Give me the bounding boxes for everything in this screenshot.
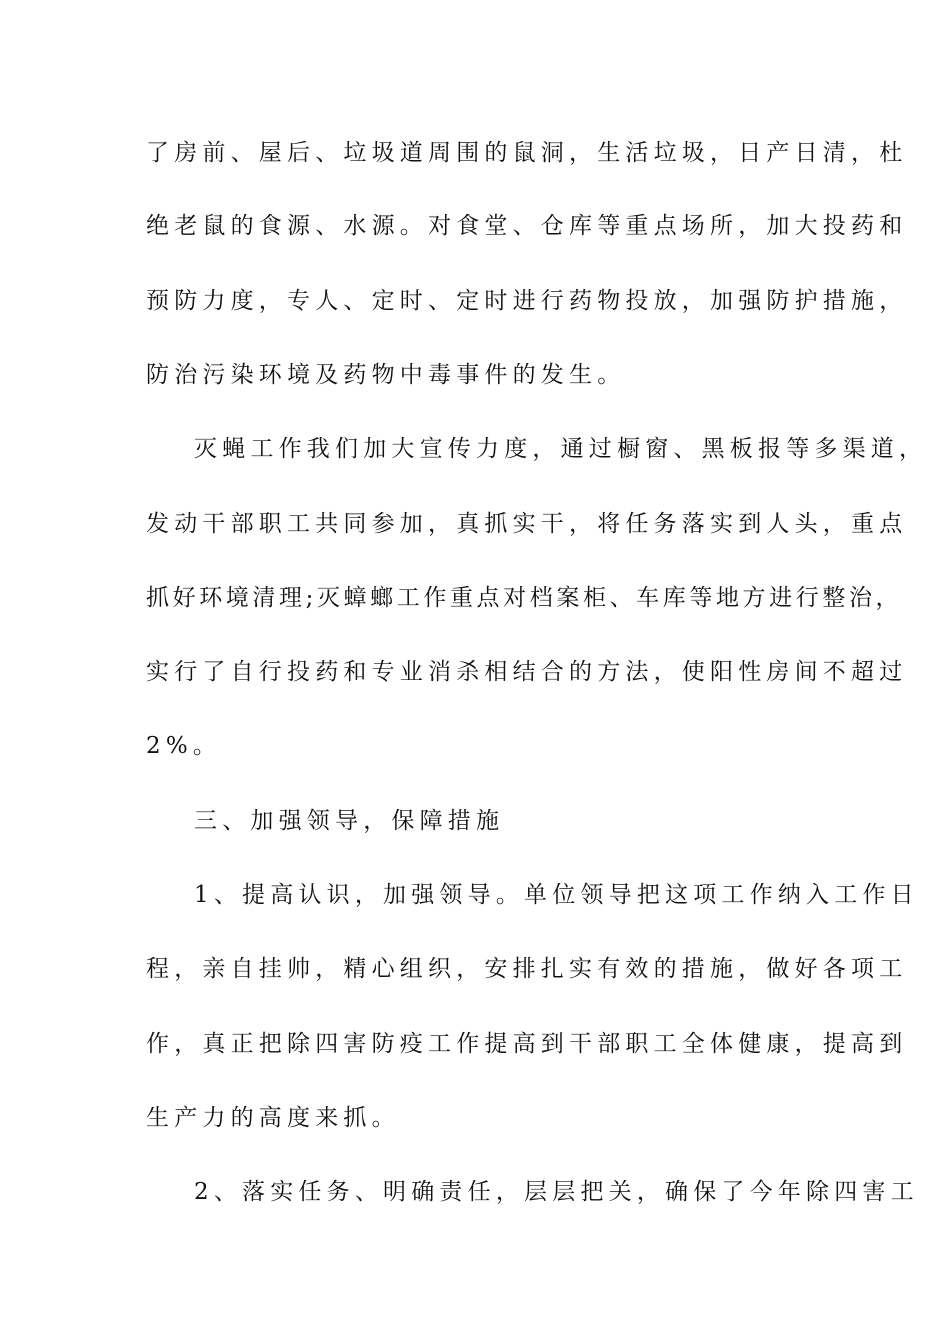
text-line: 实行了自行投药和专业消杀相结合的方法，使阳性房间不超过	[146, 659, 908, 685]
text-line: 了房前、屋后、垃圾道周围的鼠洞，生活垃圾，日产日清，杜	[146, 140, 908, 166]
text-line: 抓好环境清理;灭蟑螂工作重点对档案柜、车库等地方进行整治，	[146, 585, 903, 611]
text-line: 预防力度，专人、定时、定时进行药物投放，加强防护措施，	[146, 288, 908, 314]
paragraph-first-line: 2、落实任务、明确责任，层层把关，确保了今年除四害工	[194, 1179, 919, 1205]
text-line: 2%。	[146, 733, 222, 759]
text-line: 程，亲自挂帅，精心组织，安排扎实有效的措施，做好各项工	[146, 956, 908, 982]
text-line: 发动干部职工共同参加，真抓实干，将任务落实到人头，重点	[146, 511, 908, 537]
text-line: 绝老鼠的食源、水源。对食堂、仓库等重点场所，加大投药和	[146, 213, 908, 239]
text-line: 生产力的高度来抓。	[146, 1105, 400, 1131]
text-line: 防治污染环境及药物中毒事件的发生。	[146, 362, 626, 388]
text-line: 作，真正把除四害防疫工作提高到干部职工全体健康，提高到	[146, 1031, 908, 1057]
paragraph-first-line: 1、提高认识，加强领导。单位领导把这项工作纳入工作日	[194, 882, 919, 908]
paragraph-first-line: 灭蝇工作我们加大宣传力度，通过橱窗、黑板报等多渠道，	[194, 436, 928, 462]
section-heading: 三、加强领导，保障措施	[194, 808, 505, 834]
